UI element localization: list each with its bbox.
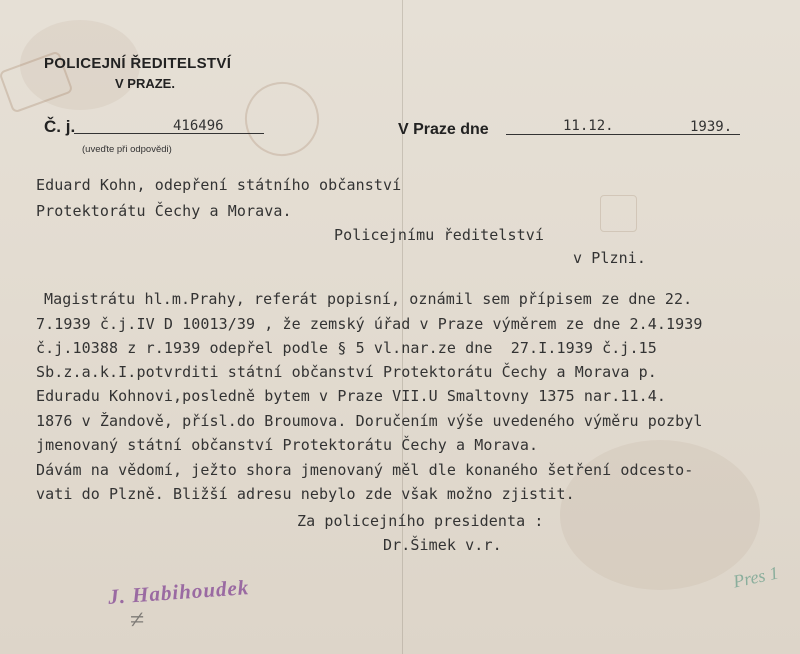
- faded-pencil-note: ​: [659, 38, 661, 50]
- date-label: V Praze dne: [398, 121, 489, 138]
- subject-line: Protektorátu Čechy a Morava.: [36, 202, 292, 220]
- pencil-note: Pres 1: [731, 562, 781, 592]
- body-line: vati do Plzně. Bližší adresu nebylo zde však možno zjistit.: [36, 485, 575, 503]
- signature-name: Dr.Šimek v.r.: [383, 536, 502, 554]
- reference-note: (uveďte při odpovědi): [82, 144, 172, 155]
- body-line: Dávám na vědomí, ježto shora jmenovaný měl dle konaného šetření odcesto-: [36, 461, 694, 479]
- letterhead-city: V PRAZE.: [115, 76, 175, 91]
- letterhead-office: POLICEJNÍ ŘEDITELSTVÍ: [44, 55, 232, 72]
- reference-underline: [74, 133, 264, 134]
- faded-stamp: [237, 74, 328, 165]
- body-line: 1876 v Žandově, přísl.do Broumova. Doručením výše uvedeného výměru pozbyl: [36, 412, 703, 430]
- body-line: Magistrátu hl.m.Prahy, referát popisní, oznámil sem přípisem ze dne 22.: [44, 290, 693, 308]
- body-line: jmenovaný státní občanství Protektorátu Čechy a Morava.: [36, 436, 539, 454]
- body-line: Eduradu Kohnovi,posledně bytem v Praze VII.U Smaltovny 1375 nar.11.4.: [36, 387, 667, 405]
- date-day: 11.12.: [563, 118, 614, 134]
- signature-line: Za policejního presidenta :: [297, 512, 544, 530]
- reference-number: 416496: [173, 118, 224, 134]
- body-line: č.j.10388 z r.1939 odepřel podle § 5 vl.nar.ze dne 27.I.1939 č.j.15: [36, 339, 657, 357]
- date-year: 1939.: [690, 119, 733, 135]
- body-line: Sb.z.a.k.I.potvrditi státní občanství Protektorátu Čechy a Morava p.: [36, 363, 657, 381]
- addressee-line: v Plzni.: [573, 249, 647, 267]
- ink-name-stamp: J. Habihoudek: [107, 575, 250, 609]
- faded-stamp: [600, 195, 637, 232]
- handwritten-mark: ≠: [130, 605, 145, 634]
- body-line: 7.1939 č.j.IV D 10013/39 , že zemský úřad v Praze výměrem ze dne 2.4.1939: [36, 315, 703, 333]
- addressee-line: Policejnímu ředitelství: [334, 226, 545, 244]
- reference-label: Č. j.: [44, 117, 76, 136]
- subject-line: Eduard Kohn, odepření státního občanství: [36, 176, 402, 194]
